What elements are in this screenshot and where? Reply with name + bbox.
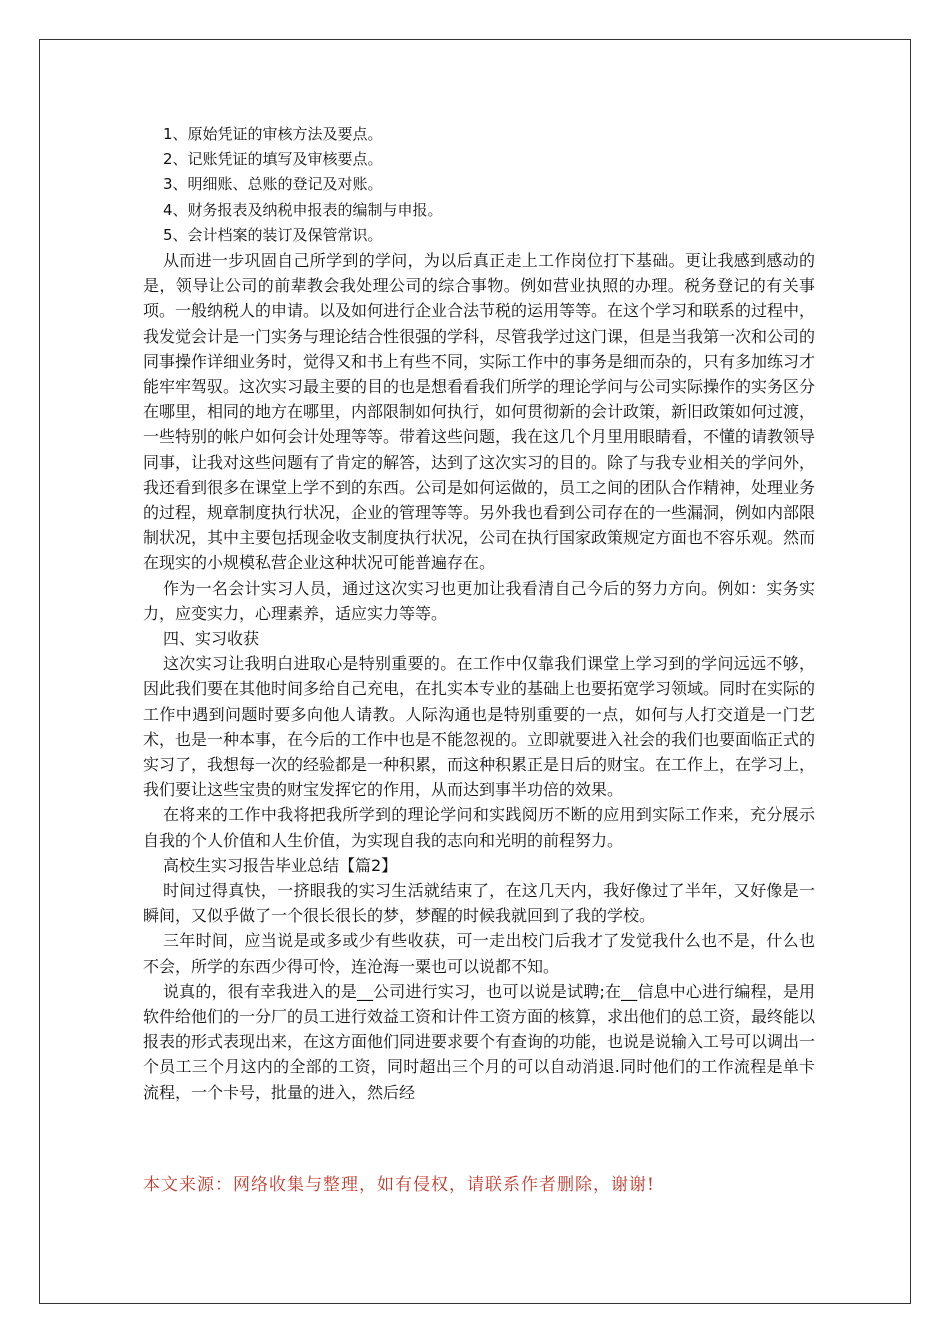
document-body	[143, 122, 815, 1105]
paragraph: 作为一名会计实习人员，通过这次实习也更加让我看清自己今后的努力方向。例如：实务实力，应变实力，心理素养，适应实力等等。	[143, 578, 815, 623]
paragraph: 这次实习让我明白进取心是特别重要的。在工作中仅靠我们课堂上学习到的学问远远不够，因此我们要在其他时间多给自己充电，在扎实本专业的基础上也要拓宽学习领域。同时在实际的工作中遇到问题时要多向他人请教。人际沟通也是特别重要的一点，如何与人打交道是一门艺术，也是一种本事，在今后的工作中也是不能忽视的。立即就要进入社会的我们也要面临正式的实习了，我想每一次的经验都是一种积累，而这种积累正是日后的财宝。在工作上，在学习上，我们要让这些宝贵的财宝发挥它的作用，从而达到事半功倍的效果。	[143, 654, 816, 800]
list-item: 1、原始凭证的审核方法及要点。	[163, 125, 383, 143]
paragraph: 三年时间，应当说是或多或少有些收获，可一走出校门后我才了发觉我什么也不是，什么也不会，所学的东西少得可怜，连沧海一粟也可以说都不知。	[143, 931, 815, 976]
list-item: 2、记账凭证的填写及审核要点。	[163, 150, 383, 169]
section-heading: 高校生实习报告毕业总结【篇2】	[163, 855, 398, 875]
source-footer: 本文来源：网络收集与整理，如有侵权，请联系作者删除，谢谢!	[143, 1175, 655, 1195]
section-heading: 四、实习收获	[163, 628, 260, 648]
paragraph: 时间过得真快，一挤眼我的实习生活就结束了，在这几天内，我好像过了半年，又好像是一瞬间，又似乎做了一个很长很长的梦，梦醒的时候我就回到了我的学校。	[143, 881, 815, 926]
list-item: 4、财务报表及纳税申报表的编制与申报。	[163, 200, 443, 219]
list-item: 3、明细账、总账的登记及对账。	[163, 175, 383, 194]
paragraph: 在将来的工作中我将把我所学到的理论学问和实践阅历不断的应用到实际工作来，充分展示自我的个人价值和人生价值，为实现自我的志向和光明的前程努力。	[143, 805, 815, 850]
paragraph: 从而进一步巩固自己所学到的学问，为以后真正走上工作岗位打下基础。更让我感到感动的是，领导让公司的前辈教会我处理公司的综合事物。例如营业执照的办理。税务登记的有关事项。一般纳税人的申请。以及如何进行企业合法节税的运用等等。在这个学习和联系的过程中，我发觉会计是一门实务与理论结合性很强的学科，尽管我学过这门课，但是当我第一次和公司的同事操作详细业务时，觉得又和书上有些不同，实际工作中的事务是细而杂的，只有多加练习才能牢牢驾驭。这次实习最主要的目的也是想看看我们所学的理论学问与公司实际操作的实务区分在哪里，相同的地方在哪里，内部限制如何执行，如何贯彻新的会计政策，新旧政策如何过渡，一些特别的帐户如何会计处理等等。带着这些问题，我在这几个月里用眼睛看，不懂的请教领导同事，让我对这些问题有了肯定的解答，达到了这次实习的目的。除了与我专业相关的学问外，我还看到很多在课堂上学不到的东西。公司是如何运做的，员工之间的团队合作精神，处理业务的过程，规章制度执行状况，企业的管理等等。另外我也看到公司存在的一些漏洞，例如内部限制状况，其中主要包括现金收支制度执行状况，公司在执行国家政策规定方面也不容乐观。然而在现实的小规模私营企业这种状况可能普遍存在。	[143, 250, 816, 573]
paragraph: 说真的，很有幸我进入的是__公司进行实习，也可以说是试聘;在__信息中心进行编程，是用软件给他们的一分厂的员工进行效益工资和计件工资方面的核算，求出他们的总工资，最终能以报表的形式表现出来，在这方面他们同进要求要个有查询的功能，也说是说输入工号可以调出一个员工三个月这内的全部的工资，同时超出三个月的可以自动消退.同时他们的工作流程是单卡流程，一个卡号，批量的进入，然后经	[143, 981, 816, 1102]
list-item: 5、会计档案的装订及保管常识。	[163, 225, 383, 244]
